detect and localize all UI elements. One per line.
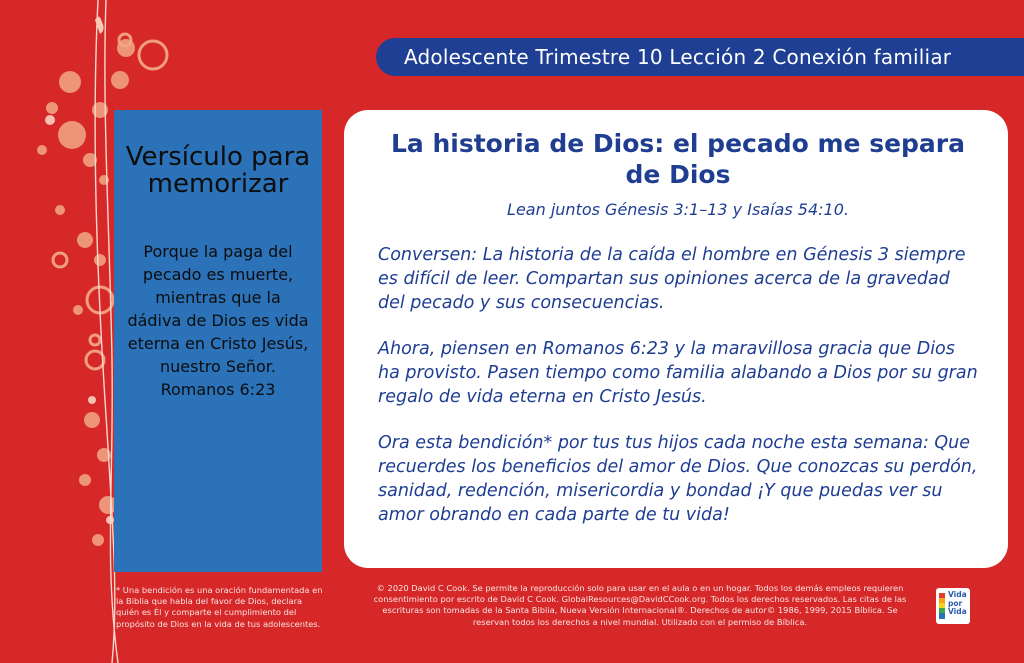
lesson-header-bar	[376, 38, 1024, 76]
lesson-card-title: La historia de Dios: el pecado me separa de Dios	[390, 129, 966, 189]
lesson-card	[344, 110, 1008, 568]
memory-verse-text: Porque la paga del pecado es muerte, mientras que la dádiva de Dios es vida eterna en Cristo Jesús, nuestro Señor. Romanos 6:23	[127, 242, 309, 399]
copyright-notice: © 2020 David C Cook. Se permite la reproducción solo para usar en el aula o en un hogar. Todos los demás empleos requieren consentimiento por escrito de David C Cook. GlobalResources@DavidCCook.org. Todos los derechos reservados. Las citas de las escrituras son tomadas de la Santa Biblia, Nueva Versión Internacional®. Derechos de autor© 1986, 1999, 2015 Bíblica. Se reservan todos los derechos a nivel mundial. Utilizado con el permiso de Bíblica.	[373, 583, 907, 627]
discussion-paragraph: Conversen: La historia de la caída el hombre en Génesis 3 siempre es difícil de leer. Compartan sus opiniones acerca de la gravedad del pecado y sus consecuencias.	[378, 245, 966, 313]
logo-stripes-icon	[939, 593, 945, 619]
memory-verse-panel	[114, 110, 322, 572]
lesson-card-subtitle: Lean juntos Génesis 3:1–13 y Isaías 54:10.	[507, 200, 849, 219]
logo-line-1: Vida	[948, 590, 967, 599]
memory-verse-title: Versículo para memorizar	[125, 142, 311, 199]
reflection-paragraph: Ahora, piensen en Romanos 6:23 y la maravillosa gracia que Dios ha provisto. Pasen tiempo como familia alabando a Dios por su gran regalo de vida eterna en Cristo Jesús.	[378, 339, 978, 407]
blessing-paragraph: Ora esta bendición* por tus tus hijos cada noche esta semana: Que recuerdes los beneficios del amor de Dios. Que conozcas su perdón, sanidad, redención, misericordia y bondad ¡Y que puedas ver su amor obrando en cada parte de tu vida!	[378, 433, 978, 525]
lesson-header-title: Adolescente Trimestre 10 Lección 2 Conexión familiar	[404, 45, 952, 69]
vida-por-vida-logo	[936, 588, 970, 624]
logo-line-2: por	[948, 598, 963, 608]
blessing-footnote: * Una bendición es una oración fundamentada en la Biblia que habla del favor de Dios, declara quién es Él y comparte el cumplimiento del propósito de Dios en la vida de tus adolescentes.	[116, 585, 323, 629]
logo-line-3: Vida	[948, 607, 967, 616]
